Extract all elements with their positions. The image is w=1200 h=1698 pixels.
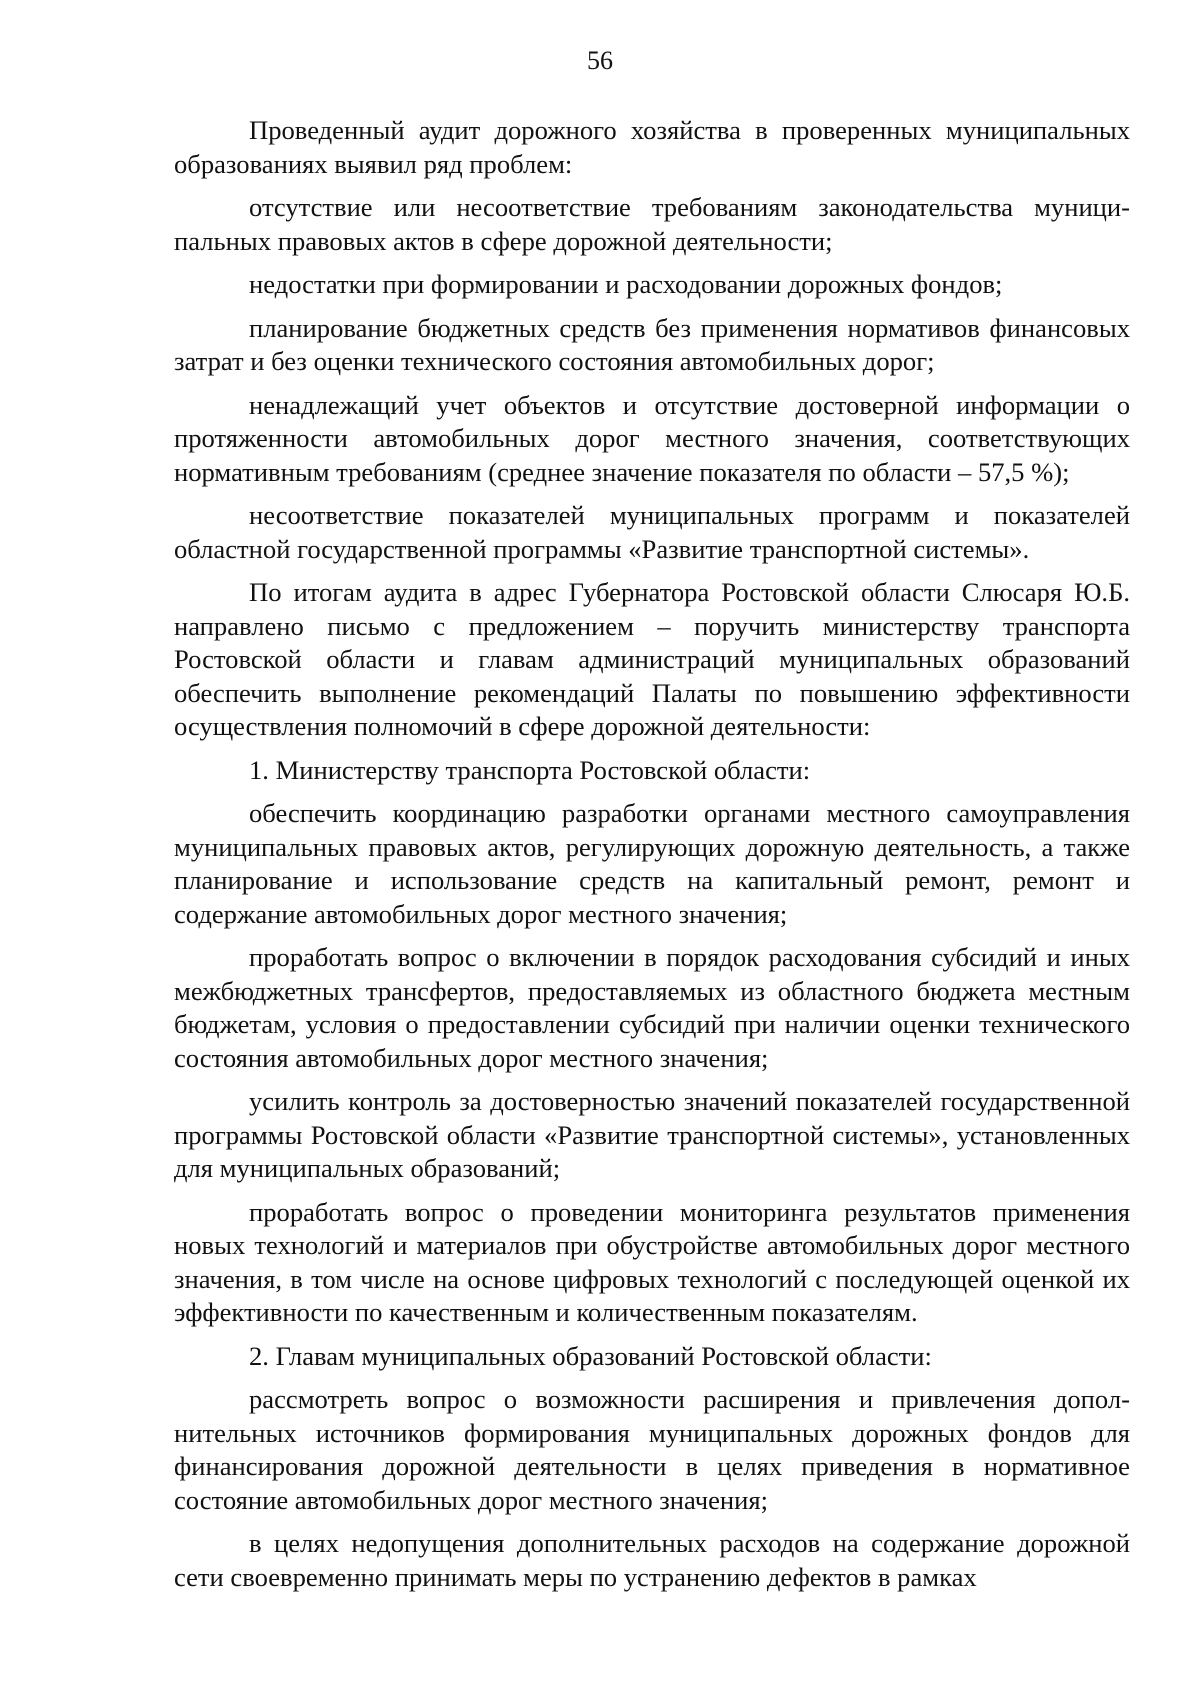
paragraph-rec-subsidies: проработать вопрос о включении в порядок расходования субсидий и иных межбюджетных трансфертов, предоставляемых из областного бюджета местным бюджетам, условия о предоставлении субсидий при наличии оценки технического состояния автомобильных дорог местного значения; [174,942,1130,1073]
paragraph-problem-road-funds: недостатки при формировании и расходовании дорожных фондов; [249,269,1003,299]
paragraph-problem-indicators: несоответствие показателей муниципальных программ и показателей областной государственной программы «Развитие транспортной системы». [174,500,1130,564]
paragraph-section-2-heading: 2. Главам муниципальных образований Ростовской области: [249,1340,932,1371]
paragraph-problem-legal-acts: отсутствие или несоответствие требованиям законодательства муниципальных правовых актов в сфере дорожной деятельности; [174,192,1130,256]
paragraph-problem-accounting: ненадлежащий учет объектов и отсутствие достоверной информации о протяженности автомобильных дорог местного значения, соответствующих нормативным требованиям (среднее значение показателя по области – 57,5 %); [174,389,1130,487]
paragraph-rec-funding-sources: рассмотреть вопрос о возможности расширения и привлечения дополнительных источников формирования муниципальных дорожных фондов для финансирования дорожной деятельности в целях приведения в нормативное состояние автомобильных дорог местного значения; [174,1384,1130,1515]
paragraph-rec-control: усилить контроль за достоверностью значений показателей государственной программы Ростовской области «Развитие транспортной системы», установленных для муниципальных образований; [174,1086,1130,1183]
paragraph-problem-budget-planning: планирование бюджетных средств без применения нормативов финансовых затрат и без оценки технического состояния автомобильных дорог; [174,312,1130,376]
paragraph-rec-monitoring: проработать вопрос о проведении мониторинга результатов применения новых технологий и материалов при обустройстве автомобильных дорог местного значения, в том числе на основе цифровых технологий с последующей оценкой их эффективности по качественным и количественным показателям. [174,1196,1130,1327]
document-body [174,114,1130,1604]
paragraph-audit-intro: Проведенный аудит дорожного хозяйства в проверенных муниципальных образованиях выявил ряд проблем: [174,115,1130,179]
paragraph-rec-defects: в целях недопущения дополнительных расходов на содержание дорожной сети своевременно принимать меры по устранению дефектов в рамках [174,1528,1130,1592]
paragraph-governor-letter: По итогам аудита в адрес Губернатора Ростовской области Слюсаря Ю.Б. направлено письмо с предложением – поручить министерству транспорта Ростовской области и главам администраций муниципальных образований обеспечить выполнение рекомендаций Палаты по повышению эффективности осуществления полномочий в сфере дорожной деятельности: [174,577,1130,741]
page-number: 56 [587,46,613,75]
paragraph-section-1-heading: 1. Министерству транспорта Ростовской области: [249,754,811,785]
paragraph-rec-coordination: обеспечить координацию разработки органами местного самоуправления муниципальных правовых актов, регулирующих дорожную деятельность, а также планирование и использование средств на капитальный ремонт, ремонт и содержание автомобильных дорог местного значения; [174,798,1130,929]
